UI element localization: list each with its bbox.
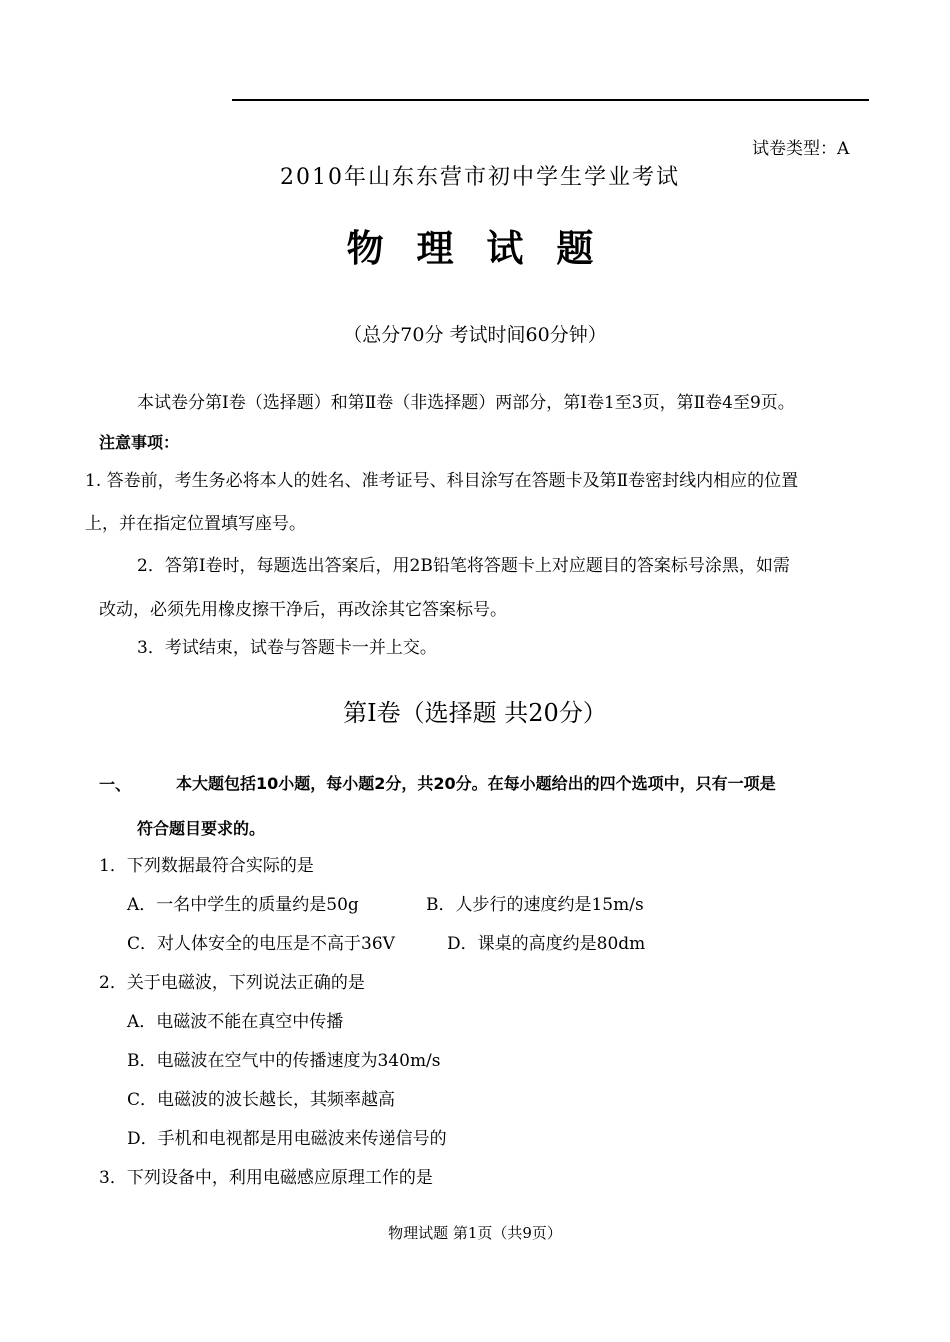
notice-heading: 注意事项： [99, 433, 180, 452]
part-title: 第Ⅰ卷（选择题 共20分） [343, 699, 607, 727]
notice-item-3: 3．考试结束，试卷与答题卡一并上交。 [137, 638, 437, 658]
intro-text: 本试卷分第Ⅰ卷（选择题）和第Ⅱ卷（非选择题）两部分，第Ⅰ卷1至3页，第Ⅱ卷4至9页。 [137, 393, 795, 413]
question-1-option-b: B．人步行的速度约是15m/s [426, 895, 644, 915]
notice-item-1-line-2: 上，并在指定位置填写座号。 [85, 514, 306, 534]
question-1-stem: 1．下列数据最符合实际的是 [99, 856, 314, 876]
question-3-stem: 3．下列设备中，利用电磁感应原理工作的是 [99, 1168, 433, 1188]
exam-name: 2010年山东东营市初中学生学业考试 [280, 165, 680, 190]
section-instruction-line-2: 符合题目要求的。 [137, 819, 266, 838]
question-1-option-a: A．一名中学生的质量约是50g [127, 895, 359, 915]
total-info: （总分70分 考试时间60分钟） [343, 324, 607, 346]
section-instruction-line-1: 本大题包括10小题，每小题2分，共20分。在每小题给出的四个选项中，只有一项是 [176, 774, 776, 793]
question-2-option-d: D．手机和电视都是用电磁波来传递信号的 [127, 1129, 447, 1149]
header-rule [232, 99, 869, 101]
page-footer: 物理试题 第1页（共9页） [388, 1224, 562, 1242]
question-2-option-a: A．电磁波不能在真空中传播 [127, 1012, 344, 1032]
question-2-option-b: B．电磁波在空气中的传播速度为340m/s [127, 1051, 441, 1071]
question-2-option-c: C．电磁波的波长越长，其频率越高 [127, 1090, 396, 1110]
notice-item-1-line-1: 1. 答卷前，考生务必将本人的姓名、准考证号、科目涂写在答题卡及第Ⅱ卷密封线内相应的位置 [85, 471, 799, 491]
section-number: 一、 [99, 775, 132, 794]
paper-type: 试卷类型：A [752, 139, 850, 159]
question-1-option-c: C．对人体安全的电压是不高于36V [127, 934, 395, 954]
question-2-stem: 2．关于电磁波，下列说法正确的是 [99, 973, 365, 993]
subject-title: 物 理 试 题 [346, 227, 604, 270]
notice-item-2-line-2: 改动，必须先用橡皮擦干净后，再改涂其它答案标号。 [99, 600, 507, 620]
question-1-option-d: D．课桌的高度约是80dm [447, 934, 646, 954]
notice-item-2-line-1: 2．答第Ⅰ卷时，每题选出答案后，用2B铅笔将答题卡上对应题目的答案标号涂黑，如需 [137, 556, 790, 576]
